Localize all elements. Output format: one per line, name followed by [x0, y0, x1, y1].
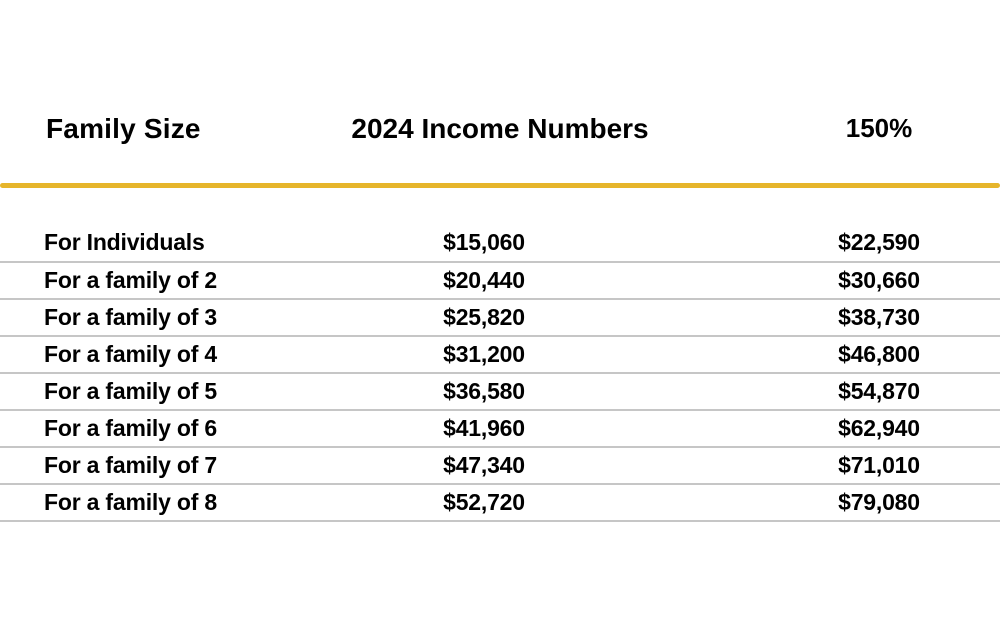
pct150-cell: $62,940	[838, 415, 920, 441]
table-row	[0, 207, 1000, 263]
header-150-percent: 150%	[845, 113, 913, 144]
income-cell: $47,340	[443, 452, 525, 478]
family-size-cell: For a family of 8	[44, 489, 217, 515]
table-row	[0, 337, 1000, 374]
income-cell: $36,580	[443, 378, 525, 404]
accent-divider	[0, 183, 1000, 188]
pct150-cell: $54,870	[838, 378, 920, 404]
table-header-row	[0, 112, 1000, 146]
family-size-cell: For a family of 2	[44, 267, 217, 293]
table-row	[0, 485, 1000, 522]
income-cell: $41,960	[443, 415, 525, 441]
table-body	[0, 207, 1000, 522]
family-size-cell: For Individuals	[44, 229, 205, 255]
income-cell: $15,060	[443, 229, 525, 255]
family-size-cell: For a family of 3	[44, 304, 217, 330]
pct150-cell: $71,010	[838, 452, 920, 478]
table-row	[0, 448, 1000, 485]
pct150-cell: $46,800	[838, 341, 920, 367]
family-size-cell: For a family of 4	[44, 341, 217, 367]
table-row	[0, 374, 1000, 411]
family-size-cell: For a family of 7	[44, 452, 217, 478]
pct150-cell: $30,660	[838, 267, 920, 293]
family-size-cell: For a family of 6	[44, 415, 217, 441]
pct150-cell: $22,590	[838, 229, 920, 255]
income-cell: $25,820	[443, 304, 525, 330]
table-row	[0, 411, 1000, 448]
pct150-cell: $38,730	[838, 304, 920, 330]
header-family-size: Family Size	[46, 113, 201, 144]
table-row	[0, 263, 1000, 300]
income-cell: $20,440	[443, 267, 525, 293]
header-2024-income-numbers: 2024 Income Numbers	[351, 113, 649, 144]
family-size-cell: For a family of 5	[44, 378, 217, 404]
table-row	[0, 300, 1000, 337]
income-cell: $31,200	[443, 341, 525, 367]
income-cell: $52,720	[443, 489, 525, 515]
pct150-cell: $79,080	[838, 489, 920, 515]
